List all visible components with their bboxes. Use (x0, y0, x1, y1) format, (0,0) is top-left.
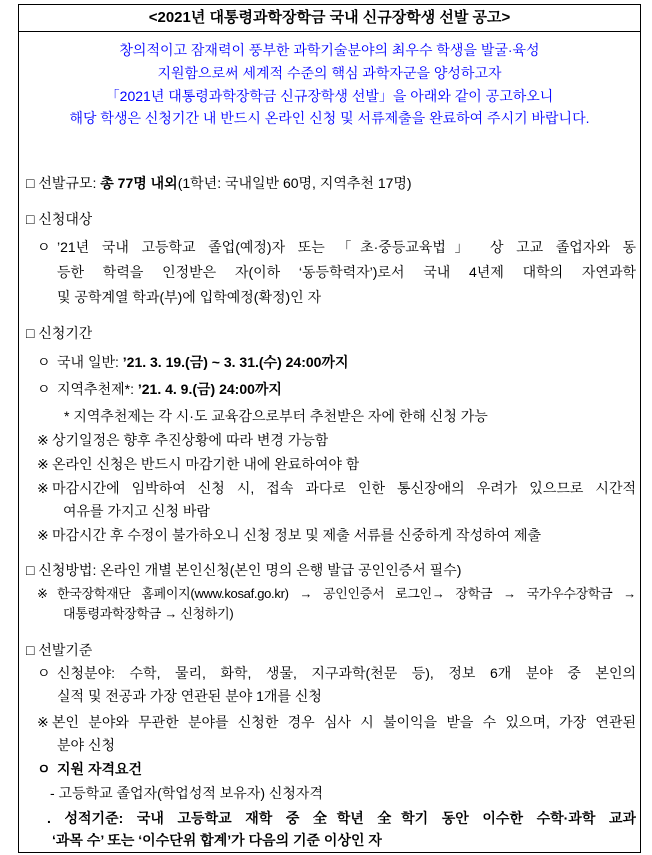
section-title: 신청기간 (38, 325, 93, 341)
criteria-field-note (37, 711, 636, 733)
section-box-icon: □ (26, 325, 35, 341)
period-regional-label: 지역추천제*: (57, 381, 134, 397)
announcement-frame (18, 4, 641, 853)
note-mark-icon: ※ (37, 586, 48, 601)
section-box-icon: □ (26, 175, 35, 191)
period-general-dates: ’21. 3. 19.(금) ~ 3. 31.(수) 24:00까지 (122, 354, 349, 370)
period-regional-dates: ’21. 4. 9.(금) 24:00까지 (137, 381, 282, 397)
intro-line: 해당 학생은 신청기간 내 반드시 온라인 신청 및 서류제출을 완료하여 주시기 바랍니다. (69, 110, 590, 126)
scale-total: 총 77명 내외 (100, 175, 178, 191)
section-title: 선발기준 (38, 642, 93, 658)
note-text: 온라인 신청은 반드시 마감기한 내에 완료하여야 함 (52, 456, 360, 472)
section-method (26, 559, 461, 581)
qualification-graduate: - 고등학교 졸업자(학업성적 보유자) 신청자격 (50, 785, 323, 801)
period-general-label: 국내 일반: (57, 354, 119, 370)
criteria-field-text: 실적 및 전공과 가장 연관된 분야 1개를 신청 (57, 688, 322, 704)
qualification-title: 지원 자격요건 (57, 761, 143, 777)
section-eligibility-heading (26, 208, 92, 230)
eligibility-text: ’21년 국내 고등학교 졸업(예정)자 또는 「초·중등교육법」 상 고교 졸업자와 동 (57, 239, 636, 255)
note-mark-icon: ※ (37, 456, 49, 472)
section-label: 선발규모: (38, 175, 97, 191)
scale-breakdown: (1학년: 국내일반 60명, 지역추천 17명) (177, 175, 412, 191)
bullet-icon: ㅇ (37, 665, 51, 681)
section-label: 신청방법: (38, 562, 97, 578)
bullet-icon: ㅇ (37, 354, 51, 370)
method-path-text: 한국장학재단 홈페이지(www.kosaf.go.kr) → 공인인증서 로그인→ 장학금 → 국가우수장학금 → (57, 586, 636, 601)
eligibility-text: 및 공학계열 학과(부)에 입학예정(확정)인 자 (57, 289, 322, 305)
section-box-icon: □ (26, 642, 35, 658)
intro-line: 「2021년 대통령과학장학금 신규장학생 선발」을 아래와 같이 공고하오니 (105, 88, 554, 104)
bullet-icon: ㅇ (37, 381, 51, 397)
intro-line: 지원함으로써 세계적 수준의 핵심 과학자군을 양성하고자 (157, 65, 502, 81)
eligibility-item-line (37, 236, 636, 258)
note-text: 여유를 가지고 신청 바람 (63, 503, 210, 519)
note-mark-icon: ※ (37, 432, 49, 448)
method-note (37, 583, 636, 605)
note-mark-icon: ※ (37, 480, 49, 496)
note-text: 마감시간 후 수정이 불가하오니 신청 정보 및 제출 서류를 신중하게 작성하여 제출 (52, 527, 542, 543)
qualification-heading (37, 758, 142, 780)
criteria-field-text: 신청분야: 수학, 물리, 화학, 생물, 지구과학(천문 등), 정보 6개 분야 중 본인의 (57, 665, 636, 681)
note-text: 분야 신청 (57, 737, 115, 753)
criteria-field (37, 662, 636, 684)
intro-line: 창의적이고 잠재력이 풍부한 과학기술분야의 최우수 학생을 발굴·육성 (119, 42, 540, 58)
qualification-grade-line: ‘과목 수’ 또는 ‘이수단위 합계’가 다음의 기준 이상인 자 (52, 832, 382, 848)
method-path-text: 대통령과학장학금 → 신청하기) (63, 606, 234, 621)
note-text: 마감시간에 임박하여 신청 시, 접속 과다로 인한 통신장애의 우려가 있으므로 시간적 (52, 480, 636, 496)
qualification-grade-line: . 성적기준: 국내 고등학교 재학 중 全학년 全학기 동안 이수한 수학·과학 교과 (47, 810, 636, 826)
period-general (37, 351, 348, 373)
note-text: 상기일정은 향후 추진상황에 따라 변경 가능함 (52, 432, 329, 448)
period-note (37, 524, 541, 546)
note-mark-icon: ※ (37, 527, 49, 543)
period-note (37, 477, 636, 499)
period-note (37, 453, 359, 475)
eligibility-text: 등한 학력을 인정받은 자(이하 ‘동등학력자’)로서 국내 4년제 대학의 자연과학 (57, 264, 636, 280)
section-period-heading (26, 322, 92, 344)
note-mark-icon: ※ (37, 714, 49, 730)
period-regional (37, 378, 282, 400)
note-text: 본인 분야와 무관한 분야를 신청한 경우 심사 시 불이익을 받을 수 있으며, 가장 연관된 (52, 714, 636, 730)
bullet-icon: ㅇ (37, 239, 51, 255)
section-box-icon: □ (26, 211, 35, 227)
period-note (37, 429, 328, 451)
bullet-icon: ㅇ (37, 761, 51, 777)
section-criteria-heading (26, 639, 92, 661)
announcement-title: <2021년 대통령과학장학금 국내 신규장학생 선발 공고> (19, 5, 640, 32)
section-scale (26, 172, 412, 194)
section-box-icon: □ (26, 562, 35, 578)
method-text: 온라인 개별 본인신청(본인 명의 은행 발급 공인인증서 필수) (100, 562, 462, 578)
section-title: 신청대상 (38, 211, 93, 227)
period-footnote: * 지역추천제는 각 시·도 교육감으로부터 추천받은 자에 한해 신청 가능 (64, 408, 488, 424)
